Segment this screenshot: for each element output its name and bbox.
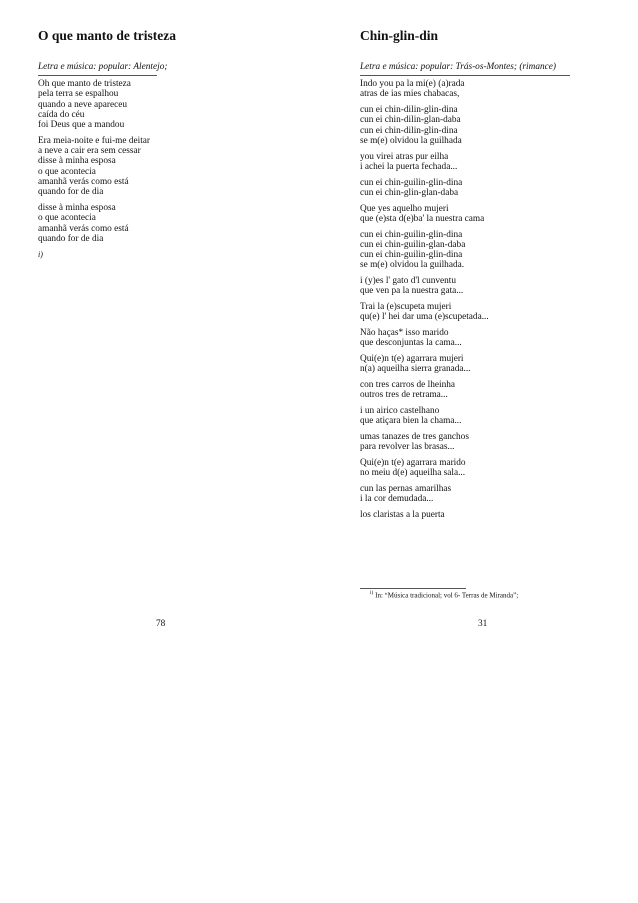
stanza <box>360 406 489 427</box>
stanza <box>360 458 489 479</box>
lyric-line: para revolver las brasas... <box>360 442 455 453</box>
lyric-line: n(a) aqueilha sierra granada... <box>360 364 471 375</box>
lyric-line: i (y)es l' gato d'l cunventu <box>360 276 457 287</box>
lyric-line: foi Deus que a mandou <box>38 120 125 131</box>
lyric-line: con tres carros de lheinha <box>360 380 455 391</box>
footnote-text: In: “Música tradicional; vol 6- Terras de Miranda”; <box>375 591 519 600</box>
lyric-line: que (e)sta d(e)ba' la nuestra cama <box>360 213 485 224</box>
stanza <box>360 432 489 453</box>
lyric-line: que ven pa la nuestra gata... <box>360 286 464 297</box>
page-title: Chin-glin-din <box>360 28 439 43</box>
lyric-line: quando a neve apareceu <box>38 99 128 110</box>
lyric-line: que desconjuntas la cama... <box>360 338 462 349</box>
song-credits: Letra e música: popular: Trás-os-Montes; (rimance) <box>360 62 556 72</box>
credits-underline <box>360 75 570 76</box>
lyric-line: Qui(e)n t(e) agarrara mujeri <box>360 354 464 365</box>
stanza <box>360 276 489 297</box>
lyric-line: cun ei chin-glin-glan-daba <box>360 187 459 198</box>
lyric-line: los claristas a la puerta <box>360 509 445 520</box>
stanza <box>360 328 489 349</box>
lyric-line: Era meia-noite e fui-me deitar <box>38 135 151 146</box>
lyric-line: cun ei chin-guilin-glan-daba <box>360 239 466 250</box>
stanza <box>360 302 489 323</box>
page-title: O que manto de tristeza <box>38 28 176 43</box>
lyric-line: disse à minha esposa <box>38 156 116 167</box>
lyric-line: Indo you pa la mi(e) (a)rada <box>360 79 465 89</box>
stanza <box>360 510 489 520</box>
stanza <box>38 136 150 198</box>
stanza <box>360 484 489 505</box>
lyric-line: i achei la puerta fechada... <box>360 161 458 172</box>
lyric-line: i la cor demudada... <box>360 494 434 505</box>
stanza <box>360 204 489 225</box>
lyrics-body <box>360 79 489 526</box>
lyric-line: amanhã verás como está <box>38 223 129 234</box>
stanza <box>38 79 150 130</box>
lyric-line: Qui(e)n t(e) agarrara marido <box>360 457 466 468</box>
lyric-line: qu(e) l' hei dar uma (e)scupetada... <box>360 312 489 323</box>
stanza <box>360 105 489 146</box>
lyric-line: cun las pernas amarilhas <box>360 483 452 494</box>
lyric-line: cun ei chin-dilin-glin-dina <box>360 104 458 115</box>
stanza <box>360 380 489 401</box>
footnote <box>370 590 518 599</box>
lyric-line: pela terra se espalhou <box>38 89 119 100</box>
lyric-line: outros tres de retrama... <box>360 390 448 401</box>
lyric-line: caída do céu <box>38 109 85 120</box>
lyric-line: quando for de dia <box>38 187 104 198</box>
footnote-marker: i) <box>38 249 43 259</box>
lyric-line: cun ei chin-guilin-glin-dina <box>360 229 463 240</box>
song-credits: Letra e música: popular: Alentejo; <box>38 62 168 72</box>
lyric-line: se m(e) olvidou la guilhada <box>360 135 462 146</box>
lyric-line: se m(e) olvidou la guilhada. <box>360 260 465 271</box>
lyric-line: Que yes aquelho mujeri <box>360 203 449 214</box>
lyric-line: Oh que manto de tristeza <box>38 79 131 89</box>
lyrics-body <box>38 79 150 265</box>
lyric-line: disse à minha esposa <box>38 203 116 214</box>
lyric-line: no meiu d(e) aqueilha sala... <box>360 468 466 479</box>
page-number: 31 <box>478 619 488 629</box>
stanza <box>360 230 489 271</box>
lyric-line: a neve a cair era sem cessar <box>38 146 141 157</box>
footnote-mark: i) <box>370 590 374 596</box>
lyric-line: atras de ias mies chabacas, <box>360 89 460 100</box>
lyric-line: cun ei chin-guilin-glin-dina <box>360 177 463 188</box>
credits-underline <box>38 75 157 76</box>
lyric-line: Não haças* isso marido <box>360 328 449 339</box>
lyric-line: o que acontecia <box>38 213 96 224</box>
lyric-line: amanhã verás como está <box>38 177 129 188</box>
lyric-line: que atiçara bien la chama... <box>360 416 462 427</box>
lyric-line: cun ei chin-dilin-glin-dina <box>360 125 458 136</box>
lyric-line: you virei atras pur eilha <box>360 151 449 162</box>
stanza <box>38 203 150 244</box>
stanza <box>360 152 489 173</box>
lyric-line: o que acontecia <box>38 166 96 177</box>
lyric-line: umas tanazes de tres ganchos <box>360 432 469 442</box>
stanza <box>360 178 489 199</box>
page-number: 78 <box>156 619 166 629</box>
stanza <box>360 79 489 100</box>
lyric-line: Trai la (e)scupeta mujeri <box>360 302 452 313</box>
lyric-line: i un airico castelhano <box>360 406 440 417</box>
lyric-line: cun ei chin-dilin-glan-daba <box>360 115 461 126</box>
lyric-line: quando for de dia <box>38 233 104 244</box>
lyric-line: cun ei chin-guilin-glin-dina <box>360 250 463 261</box>
stanza <box>360 354 489 375</box>
footnote-divider <box>360 588 466 589</box>
